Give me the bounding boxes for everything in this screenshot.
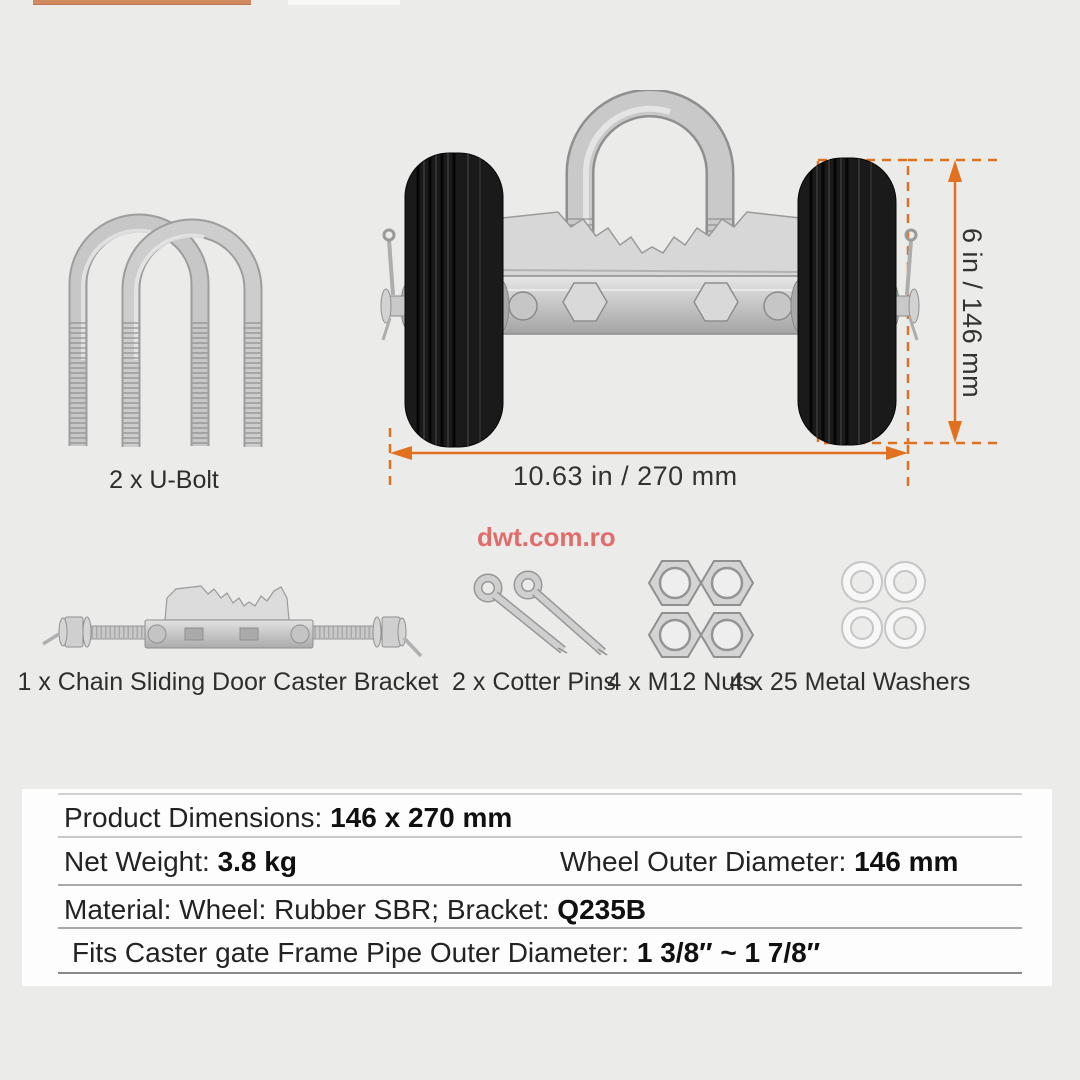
spec-value: 146 mm: [854, 846, 959, 877]
spec-divider: [58, 836, 1022, 838]
spec-row-weight: [64, 846, 297, 878]
top-white-bar: [288, 0, 400, 5]
spec-value: Q235B: [557, 894, 647, 925]
spec-label: Product Dimensions:: [64, 802, 331, 833]
spec-divider: [58, 793, 1022, 795]
spec-value: 146 x 270 mm: [330, 802, 513, 833]
spec-row-wheel-diameter: [560, 846, 958, 878]
main-product-image: [380, 90, 1000, 490]
spec-value: 1 3/8″ ~ 1 7/8″: [636, 937, 821, 968]
axle-bar: [496, 276, 804, 334]
spec-label: Wheel Outer Diameter:: [560, 846, 855, 877]
top-orange-bar: [33, 0, 251, 5]
spec-row-material: [64, 894, 646, 926]
nuts-label: 4 x M12 Nuts: [607, 668, 755, 696]
left-wheel: [405, 153, 503, 447]
spec-label: Material: Wheel: Rubber SBR; Bracket:: [64, 894, 558, 925]
clamp-block: [492, 212, 808, 286]
bracket-label: 1 x Chain Sliding Door Caster Bracket: [17, 668, 439, 696]
ubolt-label: 2 x U-Bolt: [109, 466, 219, 494]
caster-bracket-image: [35, 558, 430, 668]
spec-label: Fits Caster gate Frame Pipe Outer Diameter:: [72, 937, 637, 968]
spec-divider: [58, 972, 1022, 974]
cotter-pins-image: [470, 562, 635, 670]
spec-row-dimensions: [64, 802, 512, 834]
spec-table: [22, 789, 1052, 986]
spec-divider: [58, 884, 1022, 886]
cotter-pins-label: 2 x Cotter Pins: [452, 668, 616, 696]
u-bolts-image: [55, 210, 275, 452]
washers-image: [840, 558, 932, 652]
spec-row-pipe-fit: [72, 937, 820, 969]
m12-nuts-image: [645, 552, 775, 664]
width-dim-label: 10.63 in / 270 mm: [513, 461, 738, 491]
watermark-text: dwt.com.ro: [477, 522, 616, 552]
washers-label: 4 x 25 Metal Washers: [729, 668, 971, 696]
spec-value: 3.8 kg: [217, 846, 297, 877]
right-wheel: [798, 158, 896, 445]
spec-label: Net Weight:: [64, 846, 218, 877]
height-dim-label: 6 in / 146 mm: [957, 228, 987, 399]
spec-divider: [58, 927, 1022, 929]
